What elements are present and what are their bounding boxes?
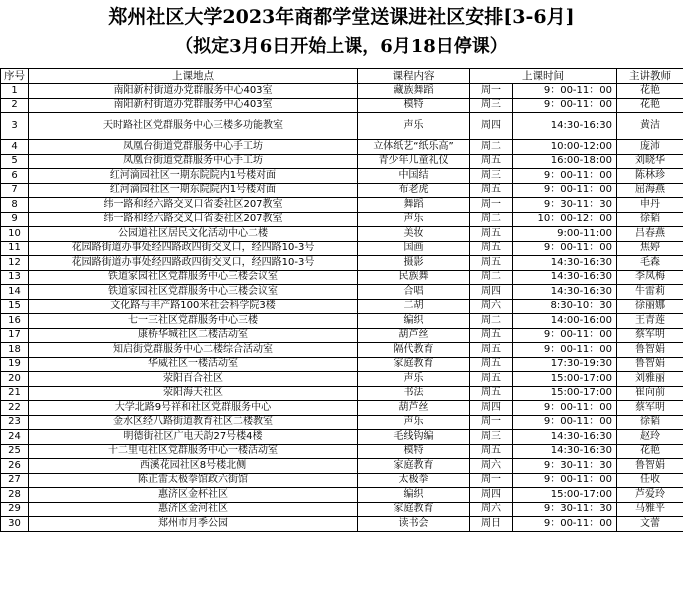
table-row bbox=[1, 154, 683, 169]
row-day: 周五 bbox=[470, 256, 513, 271]
row-time: 9：00-11：00 bbox=[513, 98, 617, 113]
row-time: 9:00-11:00 bbox=[513, 227, 617, 242]
row-day: 周一 bbox=[470, 198, 513, 213]
row-time: 9：00-11：00 bbox=[513, 473, 617, 488]
row-location: 荥阳百合社区 bbox=[29, 372, 358, 387]
schedule-table bbox=[0, 68, 683, 532]
row-location: 知启街党群服务中心二楼综合活动室 bbox=[29, 343, 358, 358]
row-number: 24 bbox=[1, 430, 29, 445]
row-number: 14 bbox=[1, 285, 29, 300]
row-course: 隔代教育 bbox=[358, 343, 470, 358]
table-row bbox=[1, 169, 683, 184]
row-number: 22 bbox=[1, 401, 29, 416]
row-number: 6 bbox=[1, 169, 29, 184]
table-row bbox=[1, 212, 683, 227]
row-course: 声乐 bbox=[358, 415, 470, 430]
row-location: 纬一路和经六路交叉口省委社区207教室 bbox=[29, 212, 358, 227]
header-teacher: 主讲教师 bbox=[617, 69, 683, 84]
row-location: 西溪花园社区8号楼北侧 bbox=[29, 459, 358, 474]
row-course: 葫芦丝 bbox=[358, 401, 470, 416]
row-number: 23 bbox=[1, 415, 29, 430]
row-teacher: 陈林珍 bbox=[617, 169, 683, 184]
row-location: 郑州市月季公园 bbox=[29, 517, 358, 532]
row-day: 周六 bbox=[470, 502, 513, 517]
row-course: 家庭教育 bbox=[358, 502, 470, 517]
table-row bbox=[1, 430, 683, 445]
row-teacher: 焦婷 bbox=[617, 241, 683, 256]
row-day: 周五 bbox=[470, 183, 513, 198]
table-row bbox=[1, 113, 683, 140]
table-row bbox=[1, 285, 683, 300]
row-location: 南阳新村街道办党群服务中心403室 bbox=[29, 98, 358, 113]
row-number: 3 bbox=[1, 113, 29, 140]
row-teacher: 芦爱玲 bbox=[617, 488, 683, 503]
row-number: 1 bbox=[1, 84, 29, 99]
row-teacher: 刘雅丽 bbox=[617, 372, 683, 387]
row-day: 周五 bbox=[470, 357, 513, 372]
row-location: 华威社区一楼活动室 bbox=[29, 357, 358, 372]
row-time: 15:00-17:00 bbox=[513, 488, 617, 503]
row-day: 周二 bbox=[470, 314, 513, 329]
row-teacher: 李凤梅 bbox=[617, 270, 683, 285]
row-day: 周五 bbox=[470, 372, 513, 387]
row-day: 周四 bbox=[470, 488, 513, 503]
table-row bbox=[1, 183, 683, 198]
table-row bbox=[1, 140, 683, 155]
row-number: 4 bbox=[1, 140, 29, 155]
row-number: 13 bbox=[1, 270, 29, 285]
document-title: 郑州社区大学2023年商都学堂送课进社区安排[3-6月] bbox=[108, 6, 575, 28]
row-course: 家庭教育 bbox=[358, 357, 470, 372]
row-number: 5 bbox=[1, 154, 29, 169]
row-time: 9：30-11：30 bbox=[513, 502, 617, 517]
row-teacher: 徐丽娜 bbox=[617, 299, 683, 314]
row-time: 14:30-16:30 bbox=[513, 430, 617, 445]
table-row bbox=[1, 502, 683, 517]
row-day: 周五 bbox=[470, 241, 513, 256]
row-day: 周一 bbox=[470, 473, 513, 488]
row-number: 28 bbox=[1, 488, 29, 503]
table-header-row bbox=[1, 69, 683, 84]
row-location: 公园道社区居民文化活动中心二楼 bbox=[29, 227, 358, 242]
row-time: 9：00-11：00 bbox=[513, 328, 617, 343]
table-row bbox=[1, 227, 683, 242]
row-location: 十二里屯社区党群服务中心一楼活动室 bbox=[29, 444, 358, 459]
row-number: 27 bbox=[1, 473, 29, 488]
row-day: 周日 bbox=[470, 517, 513, 532]
table-row bbox=[1, 198, 683, 213]
table-row bbox=[1, 488, 683, 503]
row-day: 周四 bbox=[470, 113, 513, 140]
row-teacher: 吕春燕 bbox=[617, 227, 683, 242]
row-course: 读书会 bbox=[358, 517, 470, 532]
row-location: 荥阳海天社区 bbox=[29, 386, 358, 401]
row-number: 19 bbox=[1, 357, 29, 372]
row-teacher: 徐韬 bbox=[617, 415, 683, 430]
row-time: 14:30-16:30 bbox=[513, 444, 617, 459]
row-number: 10 bbox=[1, 227, 29, 242]
row-time: 9：00-11：00 bbox=[513, 517, 617, 532]
table-row bbox=[1, 98, 683, 113]
row-location: 七一三社区党群服务中心三楼 bbox=[29, 314, 358, 329]
row-teacher: 任收 bbox=[617, 473, 683, 488]
table-row bbox=[1, 415, 683, 430]
row-time: 9：00-11：00 bbox=[513, 183, 617, 198]
row-course: 国画 bbox=[358, 241, 470, 256]
row-course: 二胡 bbox=[358, 299, 470, 314]
row-location: 纬一路和经六路交叉口省委社区207教室 bbox=[29, 198, 358, 213]
table-row bbox=[1, 357, 683, 372]
row-time: 9：30-11：30 bbox=[513, 198, 617, 213]
header-number: 序号 bbox=[1, 69, 29, 84]
row-course: 青少年儿童礼仪 bbox=[358, 154, 470, 169]
row-time: 17:30-19:30 bbox=[513, 357, 617, 372]
row-time: 14:00-16:00 bbox=[513, 314, 617, 329]
row-time: 15:00-17:00 bbox=[513, 386, 617, 401]
row-number: 7 bbox=[1, 183, 29, 198]
row-location: 凤凰台街道党群服务中心手工坊 bbox=[29, 140, 358, 155]
row-day: 周四 bbox=[470, 401, 513, 416]
row-teacher: 王青莲 bbox=[617, 314, 683, 329]
row-course: 摄影 bbox=[358, 256, 470, 271]
header-course: 课程内容 bbox=[358, 69, 470, 84]
row-location: 花园路街道办事处经四路政四街交叉口，经四路10-3号 bbox=[29, 256, 358, 271]
row-day: 周五 bbox=[470, 227, 513, 242]
row-day: 周六 bbox=[470, 299, 513, 314]
row-teacher: 毛森 bbox=[617, 256, 683, 271]
row-number: 17 bbox=[1, 328, 29, 343]
table-row bbox=[1, 444, 683, 459]
row-course: 声乐 bbox=[358, 113, 470, 140]
row-course: 太极拳 bbox=[358, 473, 470, 488]
row-teacher: 鲁智娟 bbox=[617, 343, 683, 358]
row-number: 26 bbox=[1, 459, 29, 474]
row-number: 9 bbox=[1, 212, 29, 227]
row-time: 10：00-12：00 bbox=[513, 212, 617, 227]
row-course: 布老虎 bbox=[358, 183, 470, 198]
row-number: 15 bbox=[1, 299, 29, 314]
row-teacher: 文蕾 bbox=[617, 517, 683, 532]
row-day: 周二 bbox=[470, 140, 513, 155]
row-day: 周六 bbox=[470, 459, 513, 474]
row-course: 民族舞 bbox=[358, 270, 470, 285]
row-location: 天时路社区党群服务中心三楼多功能教室 bbox=[29, 113, 358, 140]
row-number: 29 bbox=[1, 502, 29, 517]
table-row bbox=[1, 401, 683, 416]
document-subtitle: （拟定3月6日开始上课，6月18日停课） bbox=[175, 36, 508, 57]
table-row bbox=[1, 241, 683, 256]
row-day: 周五 bbox=[470, 343, 513, 358]
row-day: 周五 bbox=[470, 444, 513, 459]
row-location: 大学北路9号祥和社区党群服务中心 bbox=[29, 401, 358, 416]
table-row bbox=[1, 314, 683, 329]
row-location: 文化路与丰产路100米社会科学院3楼 bbox=[29, 299, 358, 314]
row-course: 合唱 bbox=[358, 285, 470, 300]
table-row bbox=[1, 386, 683, 401]
row-time: 16:00-18:00 bbox=[513, 154, 617, 169]
row-teacher: 花艳 bbox=[617, 444, 683, 459]
table-row bbox=[1, 473, 683, 488]
row-number: 18 bbox=[1, 343, 29, 358]
row-course: 编织 bbox=[358, 488, 470, 503]
row-day: 周二 bbox=[470, 212, 513, 227]
row-course: 声乐 bbox=[358, 212, 470, 227]
row-location: 凤凰台街道党群服务中心手工坊 bbox=[29, 154, 358, 169]
row-teacher: 黄洁 bbox=[617, 113, 683, 140]
row-teacher: 鲁智娟 bbox=[617, 459, 683, 474]
row-teacher: 蔡军明 bbox=[617, 328, 683, 343]
row-teacher: 花艳 bbox=[617, 98, 683, 113]
row-teacher: 刘晓华 bbox=[617, 154, 683, 169]
row-teacher: 庞沛 bbox=[617, 140, 683, 155]
row-time: 14:30-16:30 bbox=[513, 285, 617, 300]
table-row bbox=[1, 84, 683, 99]
row-time: 9：00-11：00 bbox=[513, 401, 617, 416]
row-course: 家庭教育 bbox=[358, 459, 470, 474]
table-row bbox=[1, 517, 683, 532]
table-row bbox=[1, 328, 683, 343]
row-course: 舞蹈 bbox=[358, 198, 470, 213]
row-day: 周四 bbox=[470, 285, 513, 300]
row-time: 14:30-16:30 bbox=[513, 256, 617, 271]
row-location: 明德街社区广电天韵27号楼4楼 bbox=[29, 430, 358, 445]
row-day: 周三 bbox=[470, 430, 513, 445]
row-location: 金水区经八路街道教育社区二楼教室 bbox=[29, 415, 358, 430]
row-teacher: 申丹 bbox=[617, 198, 683, 213]
row-time: 9：00-11：00 bbox=[513, 169, 617, 184]
row-time: 9：00-11：00 bbox=[513, 343, 617, 358]
row-teacher: 崔向前 bbox=[617, 386, 683, 401]
row-number: 20 bbox=[1, 372, 29, 387]
row-day: 周五 bbox=[470, 328, 513, 343]
row-day: 周三 bbox=[470, 169, 513, 184]
row-course: 编织 bbox=[358, 314, 470, 329]
row-teacher: 屈海燕 bbox=[617, 183, 683, 198]
row-number: 16 bbox=[1, 314, 29, 329]
row-course: 模特 bbox=[358, 444, 470, 459]
row-course: 书法 bbox=[358, 386, 470, 401]
row-day: 周二 bbox=[470, 270, 513, 285]
row-location: 红河滴园社区一期东院院内1号楼对面 bbox=[29, 169, 358, 184]
table-row bbox=[1, 299, 683, 314]
row-time: 15:00-17:00 bbox=[513, 372, 617, 387]
header-location: 上课地点 bbox=[29, 69, 358, 84]
row-number: 12 bbox=[1, 256, 29, 271]
table-row bbox=[1, 270, 683, 285]
row-location: 陈正雷太极拳馆政六街馆 bbox=[29, 473, 358, 488]
row-course: 葫芦丝 bbox=[358, 328, 470, 343]
row-day: 周一 bbox=[470, 415, 513, 430]
row-location: 南阳新村街道办党群服务中心403室 bbox=[29, 84, 358, 99]
row-time: 9：00-11：00 bbox=[513, 241, 617, 256]
row-location: 铁道家园社区党群服务中心三楼会议室 bbox=[29, 285, 358, 300]
header-time: 上课时间 bbox=[470, 69, 617, 84]
row-day: 周五 bbox=[470, 386, 513, 401]
row-time: 9：00-11：00 bbox=[513, 415, 617, 430]
row-course: 毛线钩编 bbox=[358, 430, 470, 445]
row-time: 14:30-16:30 bbox=[513, 113, 617, 140]
row-location: 惠济区金河社区 bbox=[29, 502, 358, 517]
row-teacher: 鲁智娟 bbox=[617, 357, 683, 372]
table-row bbox=[1, 343, 683, 358]
row-location: 铁道家园社区党群服务中心三楼会议室 bbox=[29, 270, 358, 285]
row-course: 模特 bbox=[358, 98, 470, 113]
row-location: 红河滴园社区一期东院院内1号楼对面 bbox=[29, 183, 358, 198]
row-number: 11 bbox=[1, 241, 29, 256]
row-location: 花园路街道办事处经四路政四街交叉口，经四路10-3号 bbox=[29, 241, 358, 256]
row-teacher: 马雅平 bbox=[617, 502, 683, 517]
row-time: 9：00-11：00 bbox=[513, 84, 617, 99]
row-day: 周一 bbox=[470, 84, 513, 99]
row-course: 中国结 bbox=[358, 169, 470, 184]
row-course: 藏族舞蹈 bbox=[358, 84, 470, 99]
row-number: 30 bbox=[1, 517, 29, 532]
row-course: 声乐 bbox=[358, 372, 470, 387]
row-number: 25 bbox=[1, 444, 29, 459]
row-teacher: 徐韬 bbox=[617, 212, 683, 227]
row-teacher: 赵玲 bbox=[617, 430, 683, 445]
row-course: 美妆 bbox=[358, 227, 470, 242]
table-row bbox=[1, 372, 683, 387]
row-number: 8 bbox=[1, 198, 29, 213]
row-time: 10:00-12:00 bbox=[513, 140, 617, 155]
row-day: 周五 bbox=[470, 154, 513, 169]
row-number: 2 bbox=[1, 98, 29, 113]
row-time: 9：30-11：30 bbox=[513, 459, 617, 474]
row-number: 21 bbox=[1, 386, 29, 401]
row-teacher: 牛雷莉 bbox=[617, 285, 683, 300]
row-location: 康桥华城社区二楼活动室 bbox=[29, 328, 358, 343]
row-course: 立体纸艺“纸乐高” bbox=[358, 140, 470, 155]
row-time: 8:30-10：30 bbox=[513, 299, 617, 314]
table-row bbox=[1, 256, 683, 271]
row-teacher: 花艳 bbox=[617, 84, 683, 99]
table-row bbox=[1, 459, 683, 474]
row-day: 周三 bbox=[470, 98, 513, 113]
row-location: 惠济区金杯社区 bbox=[29, 488, 358, 503]
row-time: 14:30-16:30 bbox=[513, 270, 617, 285]
row-teacher: 蔡军明 bbox=[617, 401, 683, 416]
